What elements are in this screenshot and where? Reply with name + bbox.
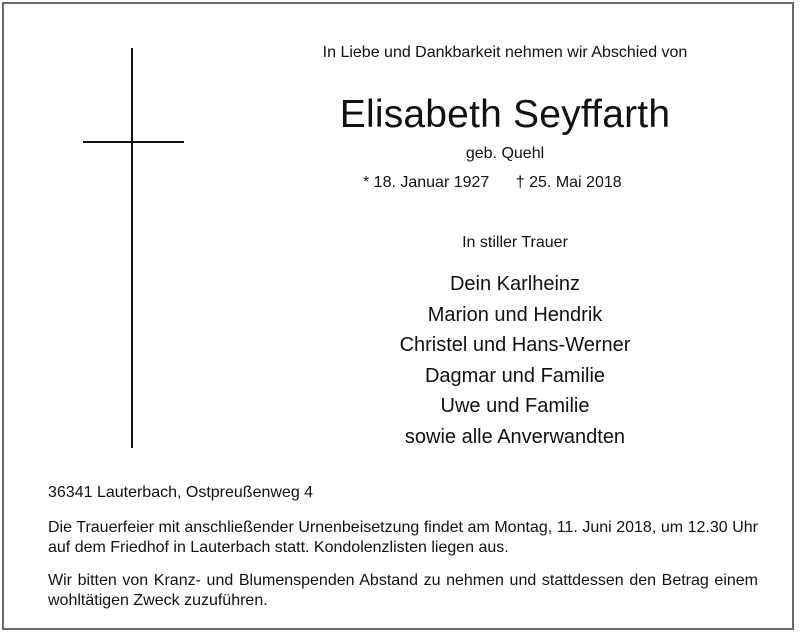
mourner-item: Uwe und Familie [440, 395, 590, 417]
intro-text: In Liebe und Dankbarkeit nehmen wir Abschied von [322, 44, 688, 61]
donation-request: Wir bitten von Kranz- und Blumenspenden Abstand zu nehmen und stattdessen den Betrag einem wohltätigen Zweck zuzuführen. [48, 572, 758, 609]
mourner-item: Dein Karlheinz [449, 273, 581, 295]
mourner-item: sowie alle Anverwandten [404, 425, 626, 448]
cross-horizontal-bar [83, 141, 184, 143]
maiden-name: geb. Quehl [465, 145, 545, 162]
mourner-item: Christel und Hans-Werner [399, 334, 631, 356]
mourning-label: In stiller Trauer [462, 234, 568, 251]
mourner-item: Marion und Hendrik [427, 303, 603, 326]
deceased-name: Elisabeth Seyffarth [339, 93, 671, 136]
cross-vertical-bar [131, 48, 133, 448]
mourner-item: Dagmar und Familie [424, 364, 606, 387]
death-date: † 25. Mai 2018 [515, 174, 622, 191]
life-dates [363, 174, 622, 192]
birth-date: * 18. Januar 1927 [363, 174, 490, 191]
mourners-list [340, 269, 690, 452]
ceremony-info: Die Trauerfeier mit anschließender Urnenbeisetzung findet am Montag, 11. Juni 2018, um 12.30 Uhr auf dem Friedhof in Lauterbach statt. Kondolenzlisten liegen aus. [48, 519, 758, 556]
address: 36341 Lauterbach, Ostpreußenweg 4 [48, 484, 314, 501]
